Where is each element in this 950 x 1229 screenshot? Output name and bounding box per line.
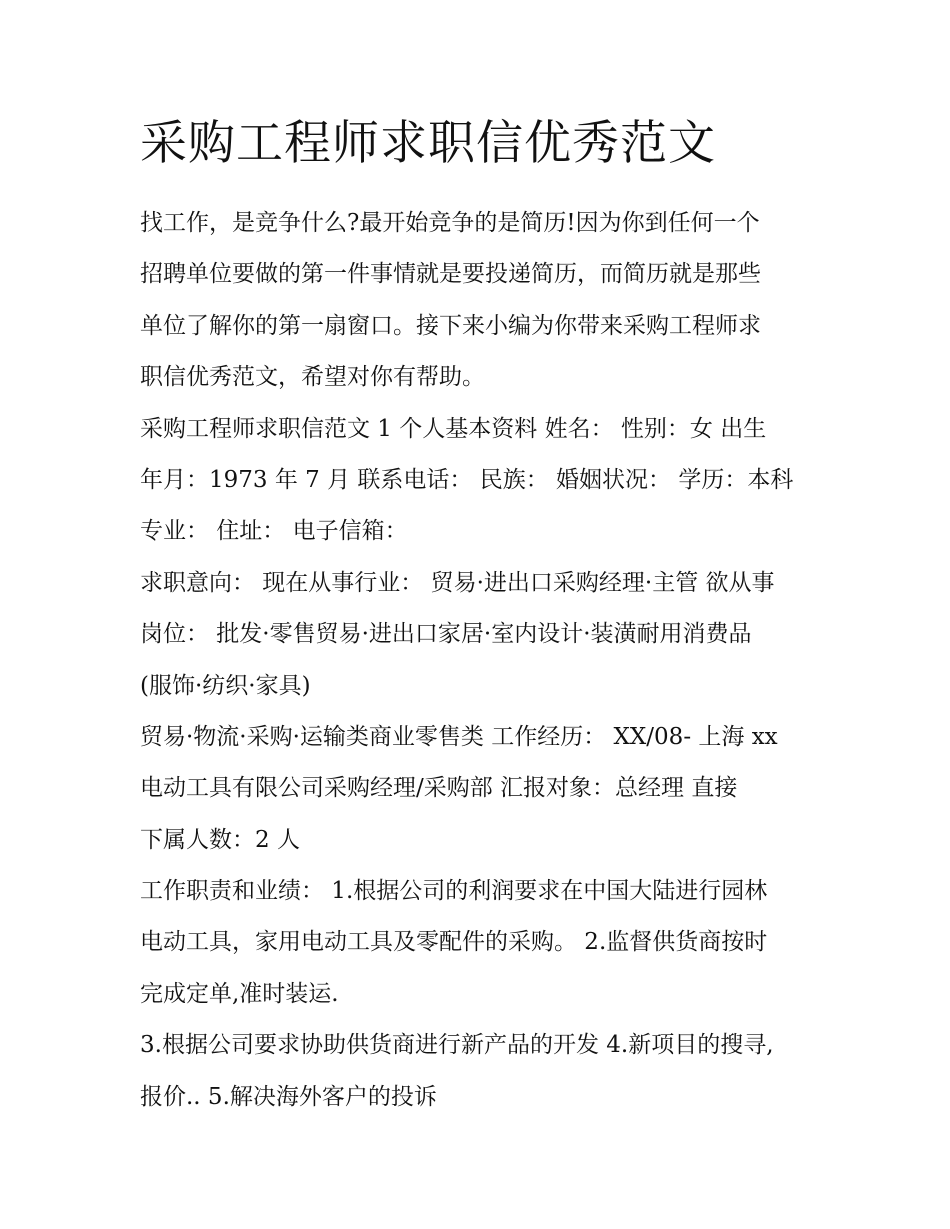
paragraph-work-experience — [140, 712, 830, 866]
document-body — [140, 198, 830, 1123]
paragraph-intro — [140, 198, 830, 404]
paragraph-job-intention — [140, 558, 830, 712]
text-line: 求职意向： 现在从事行业： 贸易·进出口采购经理·主管 欲从事 — [140, 569, 775, 596]
text-line: 采购工程师求职信范文 1 个人基本资料 姓名： 性别：女 出生 — [140, 415, 767, 442]
text-line: 完成定单,准时装运. — [140, 980, 339, 1007]
paragraph-basic-info — [140, 404, 830, 558]
text-line: 找工作，是竞争什么?最开始竞争的是简历!因为你到任何一个 — [140, 210, 760, 236]
text-line: (服饰·纺织·家具) — [140, 672, 311, 699]
document-title: 采购工程师求职信优秀范文 — [140, 116, 716, 171]
text-line: 工作职责和业绩： 1.根据公司的利润要求在中国大陆进行园林 — [140, 878, 768, 905]
paragraph-responsibilities — [140, 866, 830, 1020]
text-line: 报价.. 5.解决海外客户的投诉 — [140, 1083, 437, 1110]
text-line: 单位了解你的第一扇窗口。接下来小编为你带来采购工程师求 — [140, 312, 761, 339]
text-line: 电动工具有限公司采购经理/采购部 汇报对象：总经理 直接 — [140, 775, 738, 802]
text-line: 岗位： 批发·零售贸易·进出口家居·室内设计·装潢耐用消费品 — [140, 621, 752, 648]
text-line: 招聘单位要做的第一件事情就是要投递简历，而简历就是那些 — [140, 261, 761, 288]
text-line: 电动工具，家用电动工具及零配件的采购。 2.监督供货商按时 — [140, 929, 768, 956]
text-line: 职信优秀范文，希望对你有帮助。 — [140, 364, 485, 391]
text-line: 年月：1973 年 7 月 联系电话： 民族： 婚姻状况： 学历：本科 — [140, 466, 794, 493]
text-line: 下属人数：2 人 — [140, 826, 300, 853]
text-line: 专业： 住址： 电子信箱： — [140, 518, 408, 545]
paragraph-responsibilities-continued — [140, 1020, 830, 1123]
text-line: 贸易·物流·采购·运输类商业零售类 工作经历： XX/08- 上海 xx — [140, 723, 778, 750]
text-line: 3.根据公司要求协助供货商进行新产品的开发 4.新项目的搜寻, — [140, 1032, 774, 1059]
